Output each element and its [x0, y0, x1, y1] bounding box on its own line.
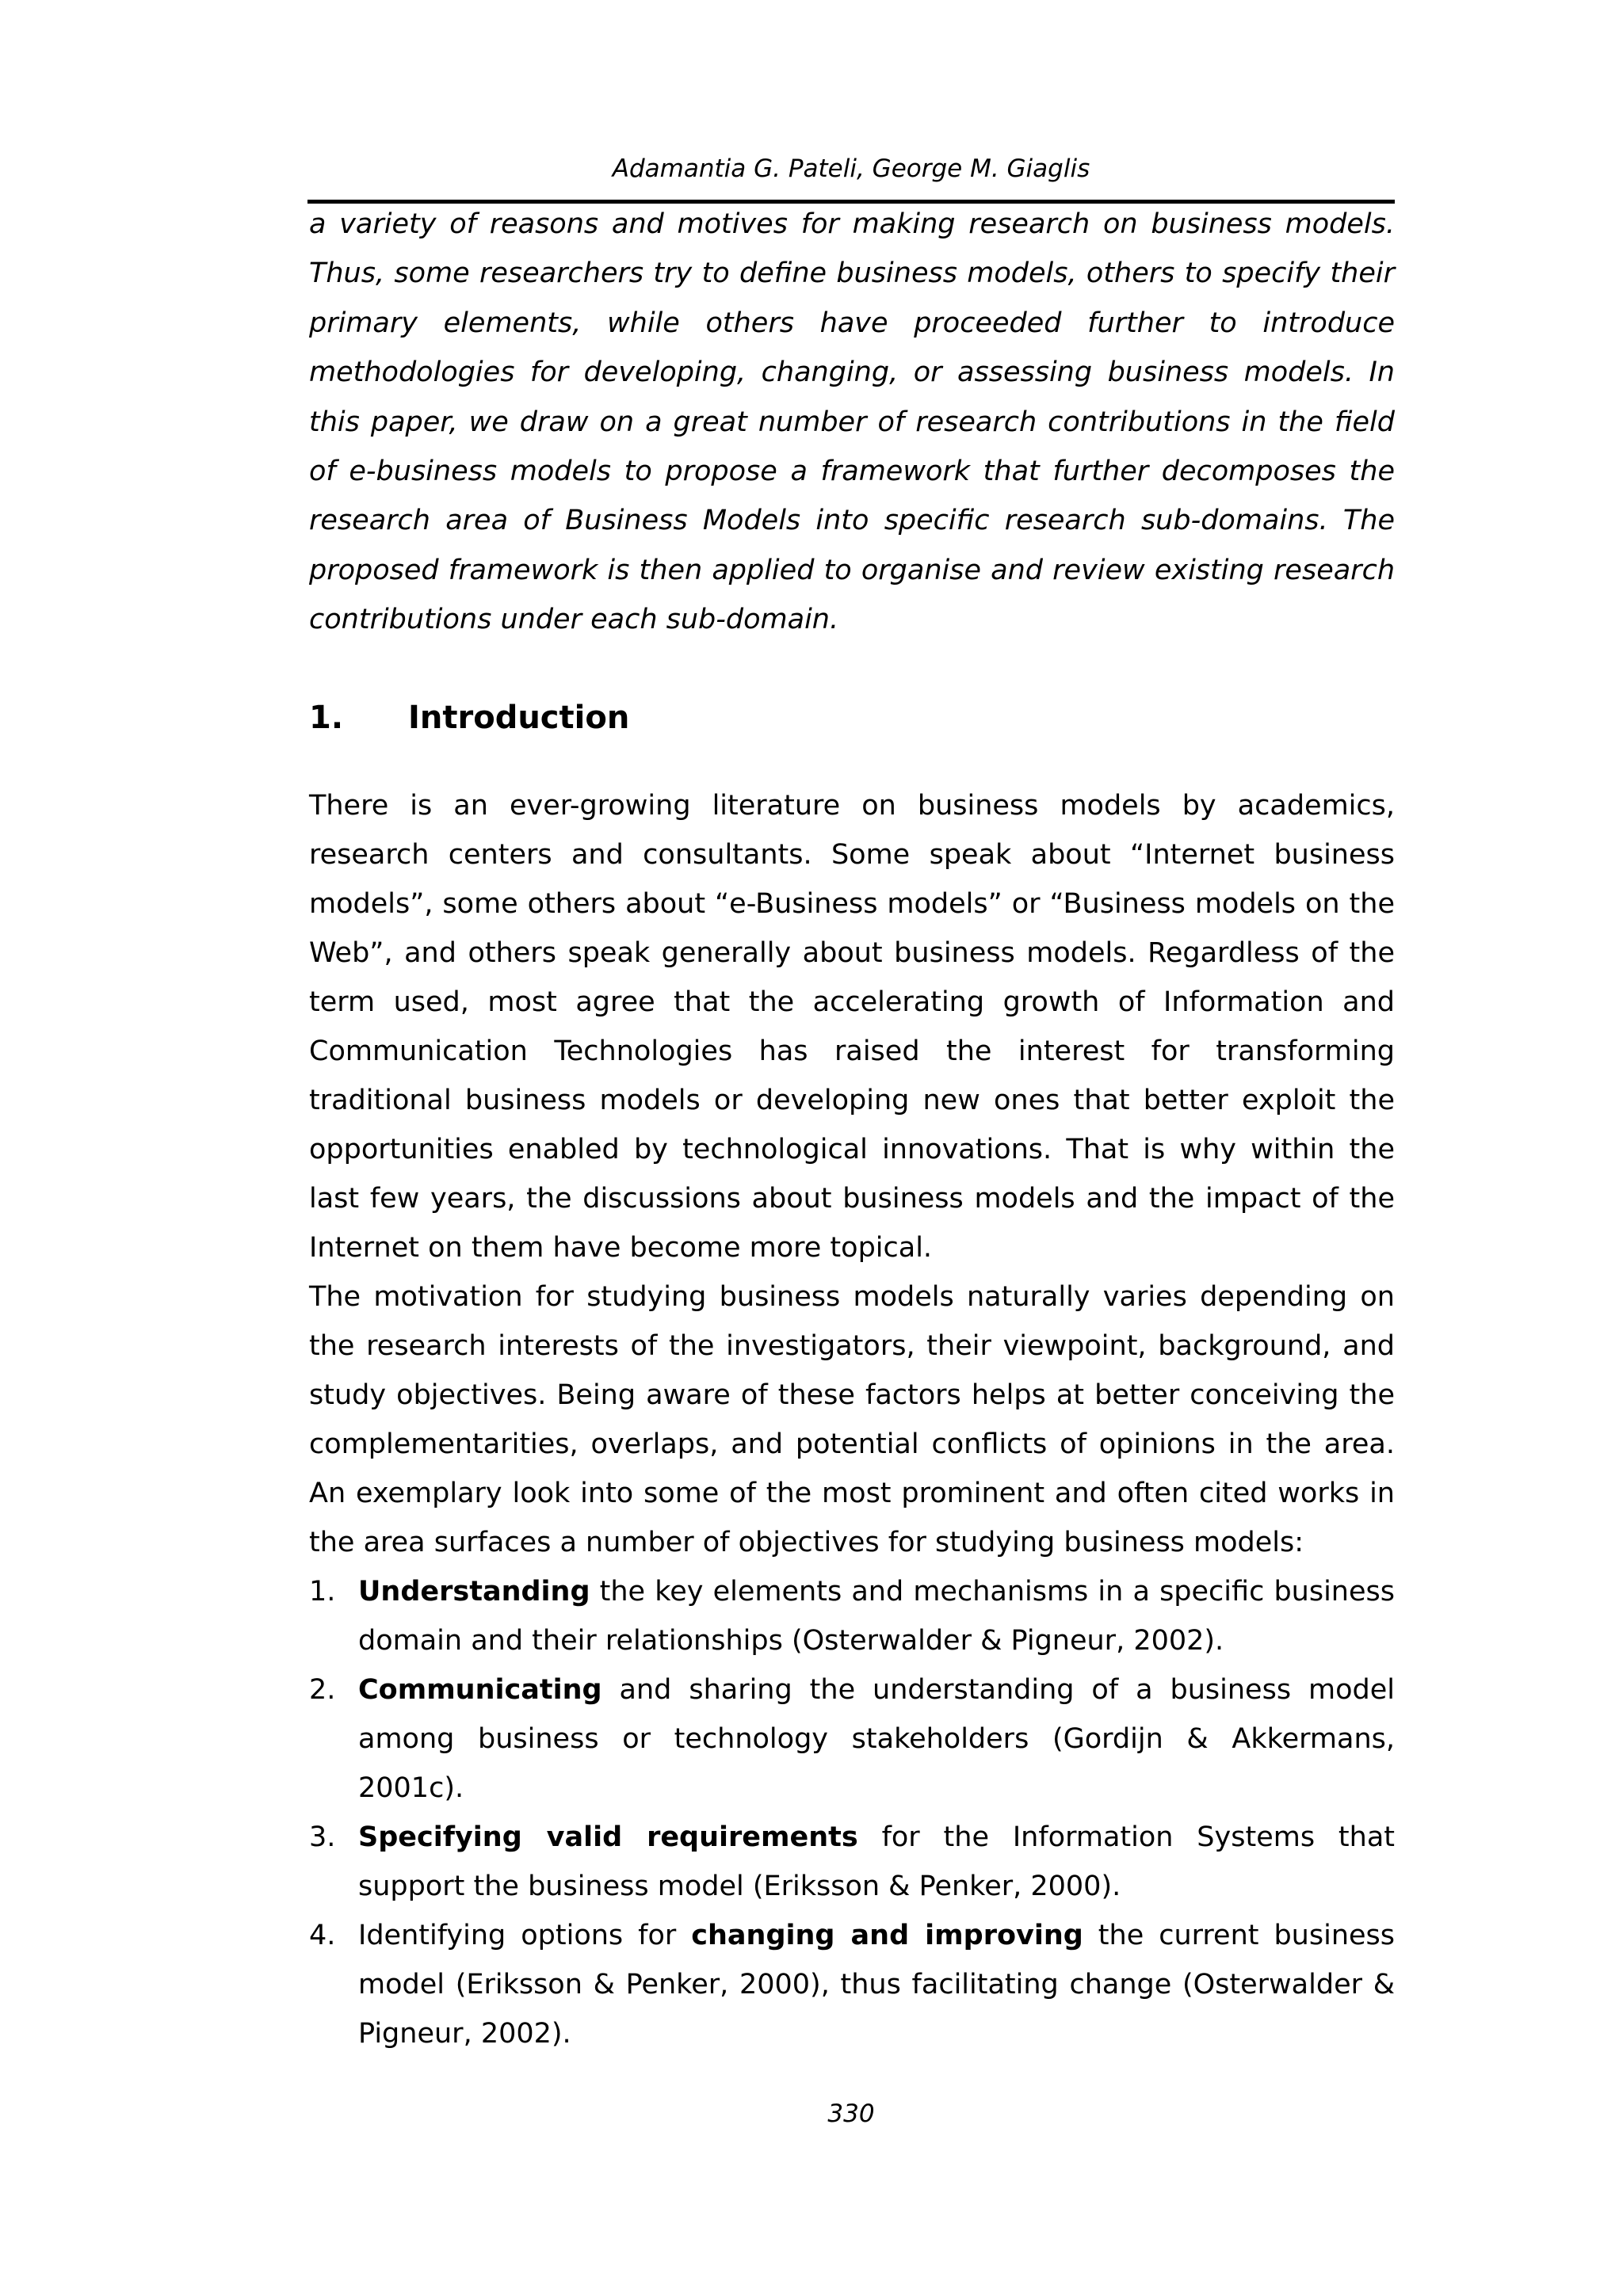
list-item-emphasis: Communicating [358, 1674, 602, 1706]
list-item-emphasis: Specifying valid requirements [358, 1821, 858, 1853]
list-item-emphasis: changing and improving [691, 1920, 1083, 1951]
list-item-text-after: the current business model (Eriksson & Penker, 2000), thus facilitating change (Osterwalder & Pigneur, 2002). [358, 1920, 1396, 2050]
running-header-authors: Adamantia G. Pateli, George M. Giaglis [612, 154, 1090, 183]
list-item [309, 1665, 1395, 1813]
list-item-number: 1. [309, 1576, 336, 1608]
list-item-text-after: and sharing the understanding of a business model among business or technology stakeholders (Gordijn & Akkermans, 2001c). [358, 1674, 1395, 1804]
list-item [309, 1911, 1395, 2058]
list-item-text-before: Identifying options for [358, 1920, 692, 1951]
intro-paragraph-1: There is an ever-growing literature on business models by academics, research centers and consultants. Some speak about “Internet business models”, some others about “e-Business models” or “Business models on the Web”, and others speak generally about business models. Regardless of the term used, most agree that the accelerating growth of Information and Communication Technologies has raised the interest for transforming traditional business models or developing new ones that better exploit the opportunities enabled by technological innovations. That is why within the last few years, the discussions about business models and the impact of the Internet on them have become more topical. [309, 790, 1395, 1264]
list-item-number: 2. [309, 1674, 336, 1706]
list-item-text-after: the key elements and mechanisms in a specific business domain and their relationships (Osterwalder & Pigneur, 2002). [358, 1576, 1395, 1657]
section-heading [309, 697, 629, 738]
abstract-continuation: a variety of reasons and motives for making research on business models. Thus, some researchers try to define business models, others to specify their primary elements, while others have proceeded further to introduce methodologies for developing, changing, or assessing business models. In this paper, we draw on a great number of research contributions in the field of e-business models to propose a framework that further decomposes the research area of Business Models into specific research sub-domains. The proposed framework is then applied to organise and review existing research contributions under each sub-domain. [309, 208, 1395, 636]
list-item-number: 4. [309, 1920, 336, 1951]
list-item-emphasis: Understanding [358, 1576, 590, 1608]
list-item-text-after: for the Information Systems that support the business model (Eriksson & Penker, 2000). [358, 1821, 1395, 1902]
list-item [309, 1567, 1395, 1665]
section-number: 1. [309, 700, 344, 736]
objectives-list [309, 1567, 1395, 2058]
list-item-number: 3. [309, 1821, 336, 1853]
section-title: Introduction [408, 700, 630, 736]
intro-paragraph-2: The motivation for studying business models naturally varies depending on the research interests of the investigators, their viewpoint, background, and study objectives. Being aware of these factors helps at better conceiving the complementarities, overlaps, and potential conflicts of opinions in the area. An exemplary look into some of the most prominent and often cited works in the area surfaces a number of objectives for studying business models: [309, 1281, 1395, 1558]
list-item [309, 1813, 1395, 1911]
page-number: 330 [827, 2100, 875, 2128]
